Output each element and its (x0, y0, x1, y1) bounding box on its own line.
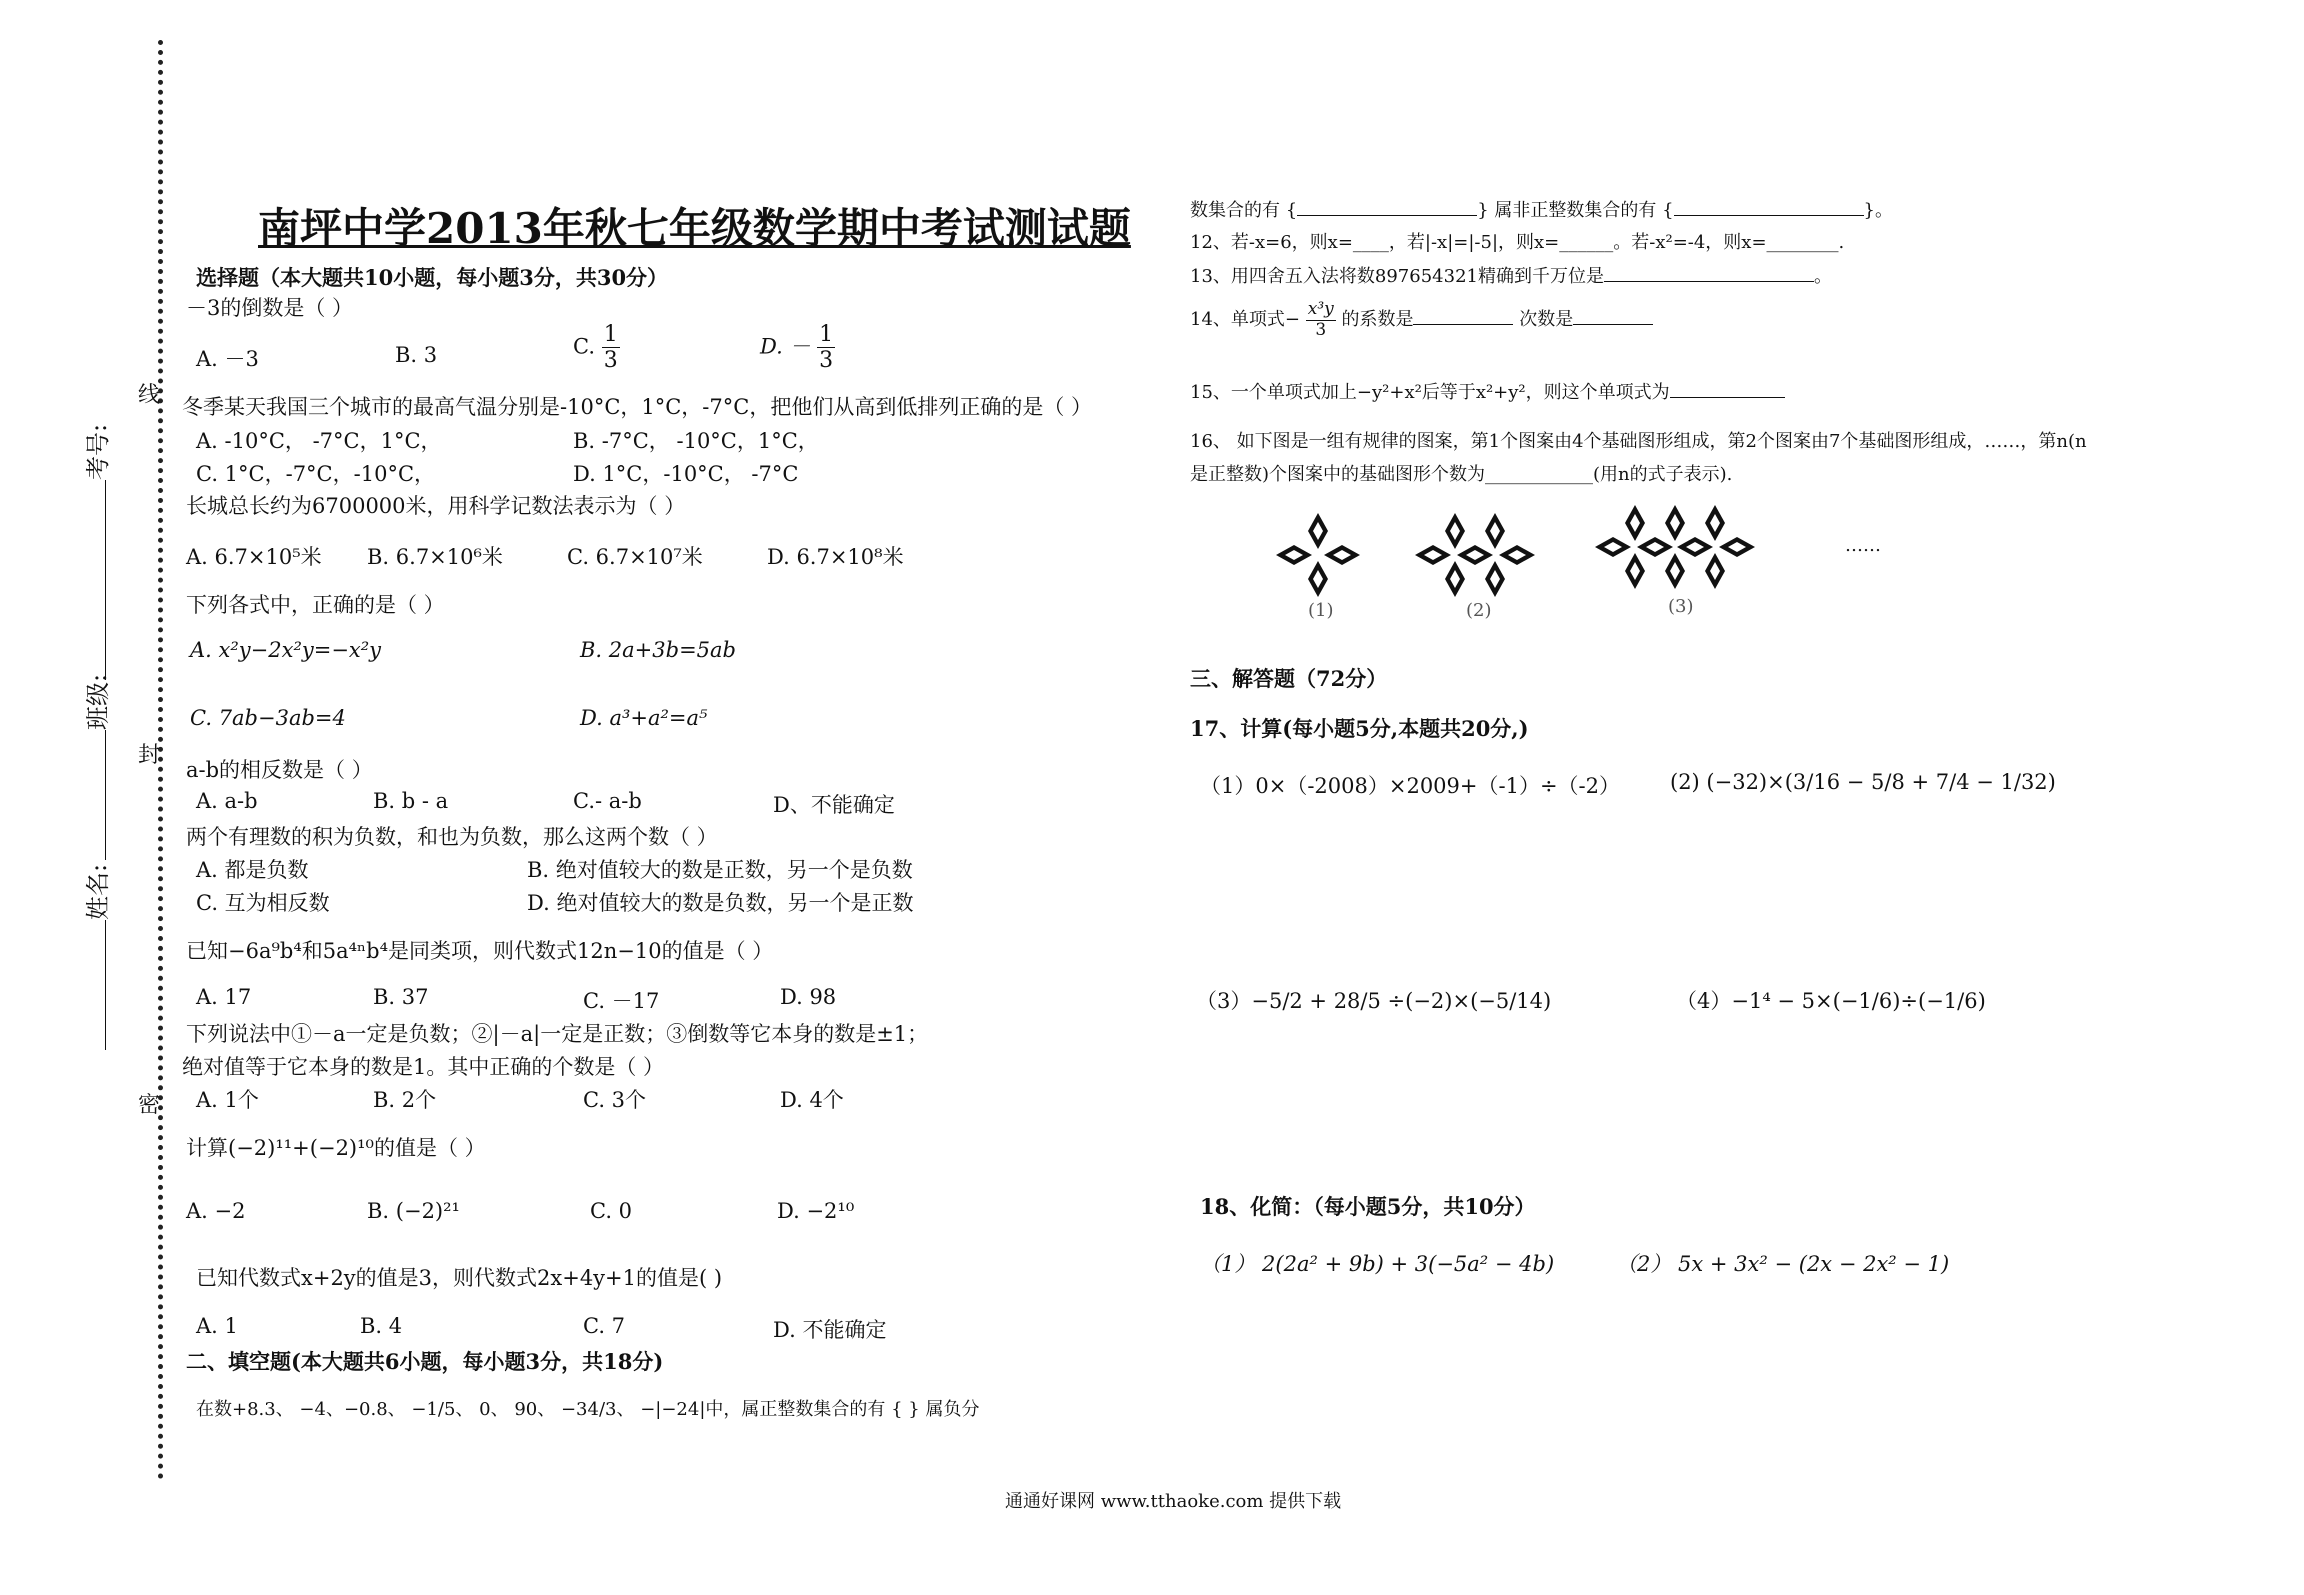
margin-mi: 密 (138, 1093, 161, 1118)
q1-option-d: D. － $\frac{1}{3}$ (760, 322, 834, 374)
q9-option-d: D. −2¹⁰ (777, 1199, 855, 1223)
q7-stem: 已知−6a⁹b⁴和5a⁴ⁿb⁴是同类项，则代数式12n−10的值是（ ） (186, 939, 774, 963)
q1-option-c: C. $\frac{1}{3}$ (573, 322, 618, 374)
q13-text: 13、用四舍五入法将数897654321精确到千万位是 。 (1190, 266, 1832, 287)
label-xingming: 姓名: (78, 864, 113, 1050)
q15-text: 15、一个单项式加上−y²+x²后等于x²+y²，则这个单项式为 (1190, 378, 1785, 404)
q17-heading: 17、计算(每小题5分,本题共20分,) (1190, 716, 1529, 741)
pattern-3 (1595, 505, 1755, 589)
q3-option-b: B. 6.7×10⁶米 (367, 545, 503, 569)
q3-stem: 长城总长约为6700000米，用科学记数法表示为（ ） (186, 494, 686, 518)
q4-option-b: B. 2a+3b=5ab (580, 638, 736, 662)
q3-option-a: A. 6.7×10⁵米 (186, 545, 322, 569)
q10-option-c: C. 7 (583, 1314, 626, 1338)
q3-option-d: D. 6.7×10⁸米 (767, 545, 904, 569)
footer: 通通好课网 www.tthaoke.com 提供下载 (1005, 1491, 1342, 1512)
margin-xian: 线 (138, 383, 161, 408)
q11-line1: 在数+8.3、 −4、−0.8、 −1/5、 0、 90、 −34/3、 −|−24|中，属正整数集合的有 { } 属负分 (196, 1399, 980, 1420)
q18-heading: 18、化简：（每小题5分，共10分） (1200, 1194, 1536, 1219)
q6-stem: 两个有理数的积为负数，和也为负数，那么这两个数（ ） (186, 825, 718, 849)
q2-option-d: D. 1°C，-10°C， -7°C (573, 462, 799, 486)
q7-option-a: A. 17 (196, 985, 252, 1009)
q17-part3: （3）−5/2 + 28/5 ÷(−2)×(−5/14) (1196, 989, 1552, 1013)
pattern-caption-3: (3) (1668, 596, 1694, 617)
section3-heading: 三、解答题（72分） (1190, 666, 1388, 691)
q8-stem-2: 绝对值等于它本身的数是1。其中正确的个数是（ ） (182, 1055, 665, 1079)
q8-stem-1: 下列说法中①－a一定是负数；②|－a|一定是正数；③倒数等它本身的数是±1； (186, 1022, 929, 1046)
q16-line2: 是正整数)个图案中的基础图形个数为____________(用n的式子表示). (1190, 464, 1733, 485)
q10-option-b: B. 4 (360, 1314, 403, 1338)
q6-option-a: A. 都是负数 (196, 858, 309, 882)
pattern-ellipsis: …… (1845, 535, 1881, 556)
q16-line1: 16、 如下图是一组有规律的图案，第1个图案由4个基础图形组成，第2个图案由7个基础图形组成，……，第n(n (1190, 431, 2087, 452)
q5-stem: a-b的相反数是（ ） (186, 758, 373, 782)
pattern-1 (1276, 513, 1360, 597)
section2-heading: 二、填空题(本大题共6小题，每小题3分，共18分) (186, 1349, 664, 1374)
q8-option-c: C. 3个 (583, 1088, 647, 1112)
q18-part1: （1） 2(2a² + 9b) + 3(−5a² − 4b) (1200, 1252, 1555, 1276)
q17-part1: （1）0×（-2008）×2009+（-1）÷（-2） (1200, 774, 1620, 798)
q4-option-c: C. 7ab−3ab=4 (190, 706, 346, 730)
q6-option-d: D. 绝对值较大的数是负数，另一个是正数 (527, 891, 914, 915)
q7-option-b: B. 37 (373, 985, 429, 1009)
q5-option-b: B. b - a (373, 789, 449, 813)
label-banji: 班级: (78, 674, 113, 860)
pattern-figure (1270, 505, 1870, 615)
q4-option-d: D. a³+a²=a⁵ (580, 706, 708, 730)
q6-option-b: B. 绝对值较大的数是正数，另一个是负数 (527, 858, 913, 882)
q1-stem: －3的倒数是（ ） (186, 296, 354, 320)
q2-option-c: C. 1°C，-7°C，-10°C， (196, 462, 436, 486)
q9-option-a: A. −2 (186, 1199, 246, 1223)
margin-feng: 封 (138, 743, 161, 768)
q8-option-b: B. 2个 (373, 1088, 437, 1112)
q4-option-a: A. x²y−2x²y=−x²y (190, 638, 382, 662)
q6-option-c: C. 互为相反数 (196, 891, 330, 915)
q18-part2: （2） 5x + 3x² − (2x − 2x² − 1) (1616, 1252, 1950, 1276)
q9-option-b: B. (−2)²¹ (367, 1199, 460, 1223)
label-kaohao: 考号: (78, 424, 113, 680)
q10-stem: 已知代数式x+2y的值是3，则代数式2x+4y+1的值是( ) (196, 1266, 723, 1290)
q17-part2: (2) (−32)×(3/16 − 5/8 + 7/4 − 1/32) (1670, 770, 2056, 794)
q10-option-a: A. 1 (196, 1314, 238, 1338)
section1-heading: 选择题（本大题共10小题，每小题3分，共30分） (196, 265, 669, 290)
page-title: 南坪中学2013年秋七年级数学期中考试测试题 (258, 204, 1131, 253)
q8-option-d: D. 4个 (780, 1088, 844, 1112)
q12-text: 12、若-x=6，则x=____，若|-x|=|-5|，则x=______。若-x²=-4，则x=________. (1190, 232, 1845, 253)
q10-option-d: D. 不能确定 (773, 1318, 887, 1342)
q1-option-a: A. －3 (196, 347, 259, 371)
q1-option-b: B. 3 (395, 343, 438, 367)
q4-stem: 下列各式中，正确的是（ ） (186, 593, 445, 617)
q9-stem: 计算(−2)¹¹+(−2)¹⁰的值是（ ） (186, 1136, 486, 1160)
q5-option-a: A. a-b (196, 789, 258, 813)
q7-option-c: C. －17 (583, 989, 660, 1013)
q17-part4: （4）−1⁴ − 5×(−1/6)÷(−1/6) (1676, 989, 1986, 1013)
pattern-2 (1415, 513, 1535, 597)
q8-option-a: A. 1个 (196, 1088, 259, 1112)
q2-stem: 冬季某天我国三个城市的最高气温分别是-10°C，1°C，-7°C，把他们从高到低排列正确的是（ ） (182, 395, 1093, 419)
pattern-caption-1: (1) (1308, 600, 1334, 621)
q5-option-c: C.- a-b (573, 789, 642, 813)
q11-line2: 数集合的有 { } 属非正整数集合的有 { }。 (1190, 200, 1893, 221)
q2-option-a: A. -10°C， -7°C，1°C， (196, 429, 442, 453)
q14-text: 14、单项式− $\frac{\text{x³y}}{3}$ 的系数是 次数是 (1190, 300, 1653, 340)
q9-option-c: C. 0 (590, 1199, 633, 1223)
q3-option-c: C. 6.7×10⁷米 (567, 545, 703, 569)
q5-option-d: D、不能确定 (773, 793, 895, 817)
q7-option-d: D. 98 (780, 985, 837, 1009)
q2-option-b: B. -7°C， -10°C，1°C， (573, 429, 819, 453)
pattern-caption-2: (2) (1466, 600, 1492, 621)
